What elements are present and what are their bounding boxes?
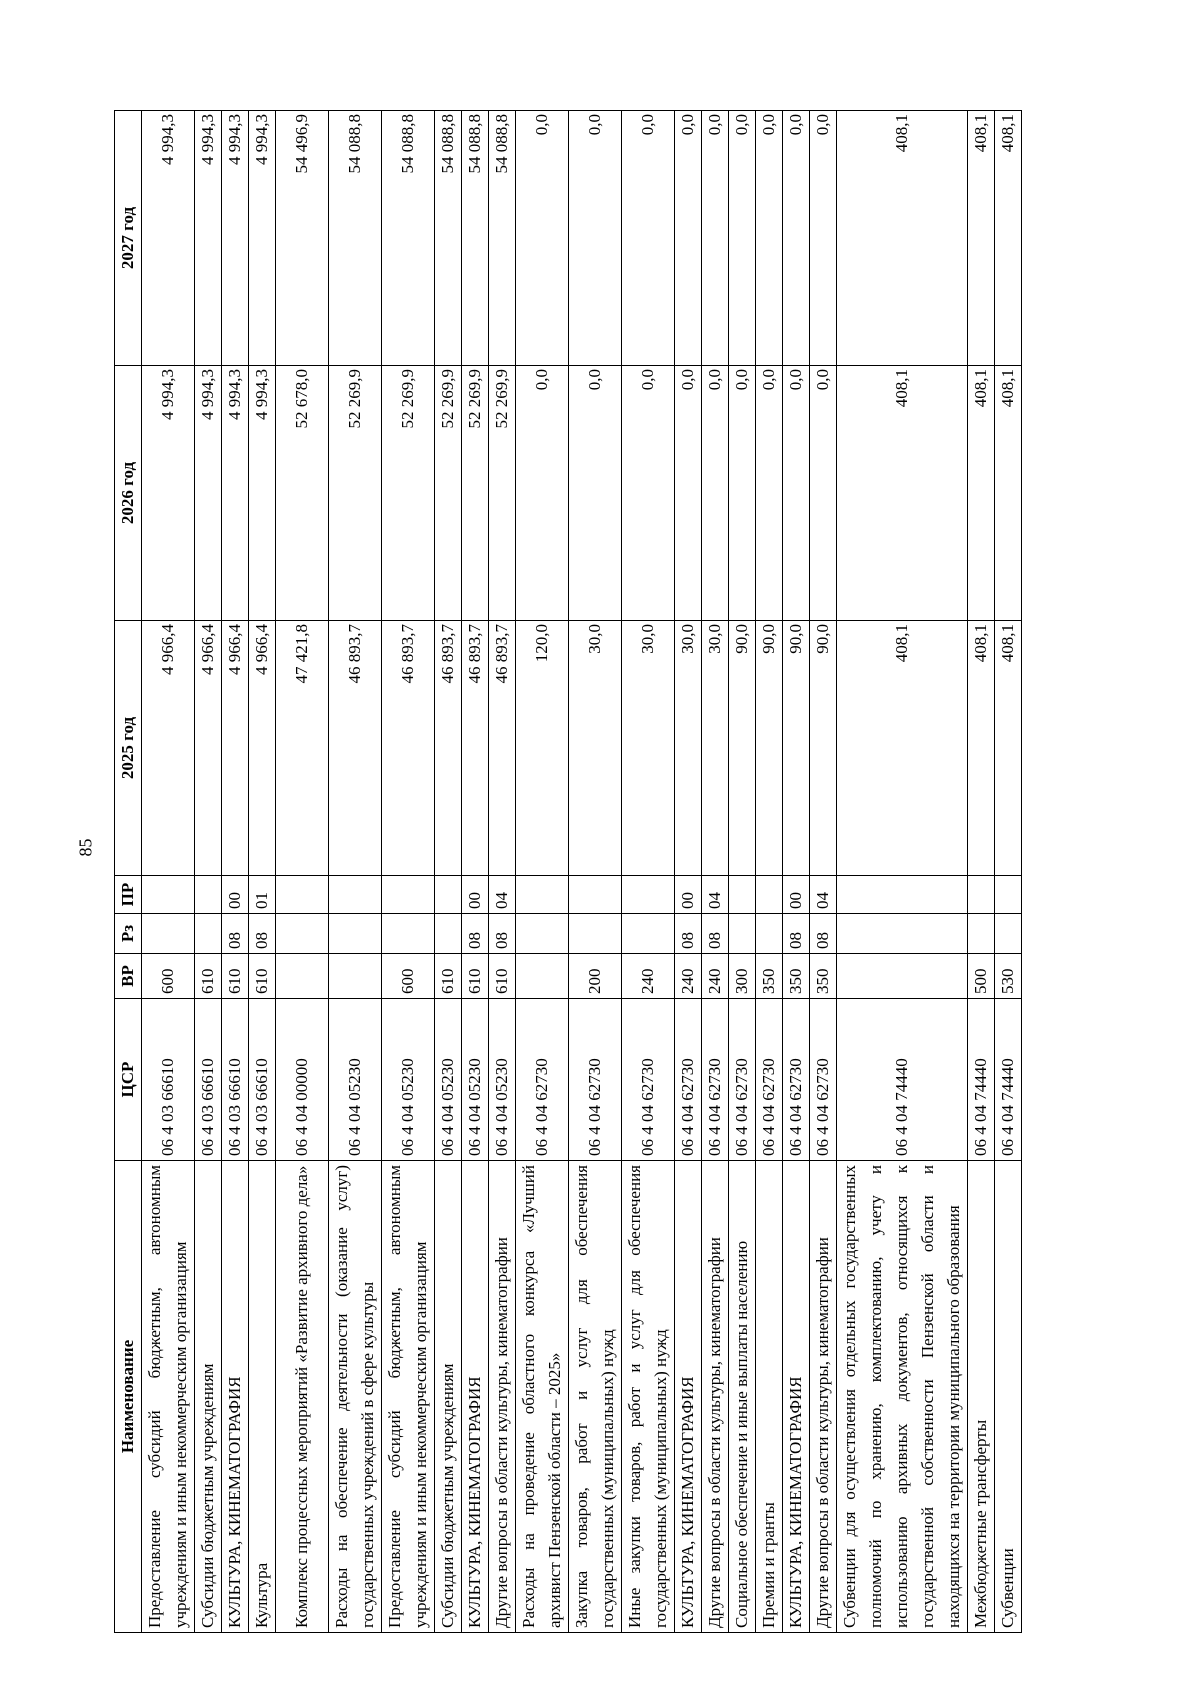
cell-pr (756, 876, 783, 914)
cell-2027: 0,0 (702, 111, 729, 366)
cell-vr (276, 954, 329, 999)
cell-name: Предоставление субсидий бюджетным, автономным учреждениям и иным некоммерческим организациям (142, 1161, 195, 1633)
cell-csr: 06 4 03 66610 (195, 999, 222, 1161)
cell-pr: 04 (810, 876, 837, 914)
cell-csr: 06 4 04 62730 (569, 999, 622, 1161)
cell-pr: 00 (783, 876, 810, 914)
header-pr: ПР (115, 876, 142, 914)
cell-2026: 52 269,9 (489, 366, 516, 621)
cell-2027: 54 088,8 (329, 111, 382, 366)
cell-vr: 240 (675, 954, 702, 999)
table-row (435, 111, 462, 1633)
cell-2025: 408,1 (837, 621, 968, 876)
cell-name: Другие вопросы в области культуры, кинематографии (489, 1161, 516, 1633)
cell-2027: 54 088,8 (462, 111, 489, 366)
cell-pr (729, 876, 756, 914)
cell-2025: 408,1 (995, 621, 1022, 876)
cell-2027: 0,0 (569, 111, 622, 366)
cell-2027: 4 994,3 (222, 111, 249, 366)
cell-vr: 610 (489, 954, 516, 999)
cell-pr (995, 876, 1022, 914)
cell-csr: 06 4 04 62730 (622, 999, 675, 1161)
cell-2025: 30,0 (702, 621, 729, 876)
cell-rz: 08 (462, 914, 489, 954)
cell-2025: 30,0 (622, 621, 675, 876)
cell-vr: 350 (783, 954, 810, 999)
header-2027: 2027 год (115, 111, 142, 366)
cell-rz (516, 914, 569, 954)
table-header (115, 111, 142, 1633)
cell-rz (756, 914, 783, 954)
table-row (968, 111, 995, 1633)
cell-2026: 52 269,9 (329, 366, 382, 621)
cell-vr: 500 (968, 954, 995, 999)
table-row (675, 111, 702, 1633)
cell-2026: 52 269,9 (435, 366, 462, 621)
table-row (195, 111, 222, 1633)
cell-2026: 0,0 (810, 366, 837, 621)
cell-name: Расходы на обеспечение деятельности (оказание услуг) государственных учреждений в сфере культуры (329, 1161, 382, 1633)
cell-2026: 4 994,3 (222, 366, 249, 621)
cell-name: Культура (249, 1161, 276, 1633)
cell-rz (729, 914, 756, 954)
cell-2025: 46 893,7 (329, 621, 382, 876)
header-rz: Рз (115, 914, 142, 954)
cell-2025: 4 966,4 (195, 621, 222, 876)
cell-rz (995, 914, 1022, 954)
cell-2026: 0,0 (756, 366, 783, 621)
cell-pr (329, 876, 382, 914)
cell-name: Иные закупки товаров, работ и услуг для обеспечения государственных (муниципальных) нужд (622, 1161, 675, 1633)
header-vr: ВР (115, 954, 142, 999)
cell-pr (516, 876, 569, 914)
cell-vr: 240 (622, 954, 675, 999)
cell-pr (837, 876, 968, 914)
cell-2026: 0,0 (675, 366, 702, 621)
cell-2027: 54 496,9 (276, 111, 329, 366)
table-row (276, 111, 329, 1633)
cell-vr: 610 (222, 954, 249, 999)
cell-vr: 530 (995, 954, 1022, 999)
cell-2026: 0,0 (729, 366, 756, 621)
cell-2025: 4 966,4 (249, 621, 276, 876)
cell-vr (516, 954, 569, 999)
cell-2026: 408,1 (968, 366, 995, 621)
cell-rz: 08 (249, 914, 276, 954)
header-csr: ЦСР (115, 999, 142, 1161)
cell-name: Субсидии бюджетным учреждениям (195, 1161, 222, 1633)
cell-csr: 06 4 04 05230 (329, 999, 382, 1161)
table-row (249, 111, 276, 1633)
table-row (569, 111, 622, 1633)
cell-csr: 06 4 04 62730 (675, 999, 702, 1161)
cell-2025: 90,0 (756, 621, 783, 876)
cell-csr: 06 4 04 05230 (435, 999, 462, 1161)
cell-vr: 600 (382, 954, 435, 999)
cell-pr (435, 876, 462, 914)
cell-csr: 06 4 04 62730 (810, 999, 837, 1161)
cell-2025: 90,0 (729, 621, 756, 876)
cell-vr: 610 (249, 954, 276, 999)
cell-2025: 46 893,7 (462, 621, 489, 876)
table-row (222, 111, 249, 1633)
cell-2026: 52 269,9 (462, 366, 489, 621)
cell-vr: 610 (462, 954, 489, 999)
table-row (329, 111, 382, 1633)
cell-name: Закупка товаров, работ и услуг для обеспечения государственных (муниципальных) нужд (569, 1161, 622, 1633)
table-row (142, 111, 195, 1633)
cell-pr (622, 876, 675, 914)
cell-name: Другие вопросы в области культуры, кинематографии (702, 1161, 729, 1633)
cell-vr: 600 (142, 954, 195, 999)
table-row (995, 111, 1022, 1633)
cell-rz: 08 (810, 914, 837, 954)
cell-csr: 06 4 04 62730 (702, 999, 729, 1161)
header-2025: 2025 год (115, 621, 142, 876)
cell-name: КУЛЬТУРА, КИНЕМАТОГРАФИЯ (783, 1161, 810, 1633)
cell-name: Социальное обеспечение и иные выплаты населению (729, 1161, 756, 1633)
table-row (702, 111, 729, 1633)
cell-2025: 4 966,4 (222, 621, 249, 876)
cell-pr: 00 (462, 876, 489, 914)
cell-pr (195, 876, 222, 914)
cell-csr: 06 4 04 74440 (968, 999, 995, 1161)
cell-vr: 350 (756, 954, 783, 999)
cell-2025: 4 966,4 (142, 621, 195, 876)
cell-2025: 46 893,7 (382, 621, 435, 876)
cell-csr: 06 4 03 66610 (142, 999, 195, 1161)
table-row (783, 111, 810, 1633)
cell-2026: 4 994,3 (142, 366, 195, 621)
cell-rz (968, 914, 995, 954)
cell-name: КУЛЬТУРА, КИНЕМАТОГРАФИЯ (675, 1161, 702, 1633)
cell-pr: 04 (489, 876, 516, 914)
cell-2025: 46 893,7 (489, 621, 516, 876)
cell-rz (435, 914, 462, 954)
cell-csr: 06 4 03 66610 (222, 999, 249, 1161)
cell-rz (195, 914, 222, 954)
cell-rz (142, 914, 195, 954)
cell-pr: 04 (702, 876, 729, 914)
cell-2025: 90,0 (783, 621, 810, 876)
cell-2025: 90,0 (810, 621, 837, 876)
cell-2027: 0,0 (516, 111, 569, 366)
cell-2025: 120,0 (516, 621, 569, 876)
cell-2025: 30,0 (675, 621, 702, 876)
cell-rz (276, 914, 329, 954)
table-row (516, 111, 569, 1633)
cell-2025: 47 421,8 (276, 621, 329, 876)
cell-name: Межбюджетные трансферты (968, 1161, 995, 1633)
cell-2026: 4 994,3 (249, 366, 276, 621)
cell-rz: 08 (489, 914, 516, 954)
table-row (837, 111, 968, 1633)
cell-2027: 408,1 (837, 111, 968, 366)
cell-2027: 54 088,8 (382, 111, 435, 366)
cell-2027: 0,0 (675, 111, 702, 366)
table-row (622, 111, 675, 1633)
cell-csr: 06 4 04 74440 (837, 999, 968, 1161)
cell-2027: 4 994,3 (249, 111, 276, 366)
header-name: Наименование (115, 1161, 142, 1633)
budget-table-rotated (114, 111, 1059, 1633)
cell-2027: 0,0 (622, 111, 675, 366)
cell-rz (329, 914, 382, 954)
cell-rz (622, 914, 675, 954)
cell-name: КУЛЬТУРА, КИНЕМАТОГРАФИЯ (222, 1161, 249, 1633)
cell-2026: 0,0 (702, 366, 729, 621)
cell-csr: 06 4 04 62730 (729, 999, 756, 1161)
cell-name: Субвенции для осуществления отдельных государственных полномочий по хранению, комплектованию, учету и использованию архивных документов, относящихся к государственной собственности Пензенской области и находящихся на территории муниципального образования (837, 1161, 968, 1633)
cell-pr (142, 876, 195, 914)
cell-rz: 08 (222, 914, 249, 954)
cell-2026: 52 678,0 (276, 366, 329, 621)
cell-name: Комплекс процессных мероприятий «Развитие архивного дела» (276, 1161, 329, 1633)
cell-2026: 52 269,9 (382, 366, 435, 621)
table-row (462, 111, 489, 1633)
cell-2026: 408,1 (995, 366, 1022, 621)
cell-vr: 240 (702, 954, 729, 999)
cell-2026: 408,1 (837, 366, 968, 621)
cell-pr: 01 (249, 876, 276, 914)
cell-name: Предоставление субсидий бюджетным, автономным учреждениям и иным некоммерческим организациям (382, 1161, 435, 1633)
cell-2026: 0,0 (516, 366, 569, 621)
cell-rz: 08 (702, 914, 729, 954)
cell-rz (569, 914, 622, 954)
cell-2026: 0,0 (569, 366, 622, 621)
cell-2026: 4 994,3 (195, 366, 222, 621)
cell-vr: 350 (810, 954, 837, 999)
cell-2025: 46 893,7 (435, 621, 462, 876)
cell-2026: 0,0 (783, 366, 810, 621)
cell-2027: 0,0 (810, 111, 837, 366)
cell-2027: 4 994,3 (195, 111, 222, 366)
cell-vr (837, 954, 968, 999)
cell-csr: 06 4 04 05230 (489, 999, 516, 1161)
cell-vr: 300 (729, 954, 756, 999)
table-row (729, 111, 756, 1633)
cell-name: Расходы на проведение областного конкурса «Лучший архивист Пензенской области – 2025» (516, 1161, 569, 1633)
cell-pr (968, 876, 995, 914)
cell-csr: 06 4 04 05230 (462, 999, 489, 1161)
cell-rz: 08 (783, 914, 810, 954)
cell-rz (382, 914, 435, 954)
cell-vr (329, 954, 382, 999)
cell-pr: 00 (222, 876, 249, 914)
cell-name: Субвенции (995, 1161, 1022, 1633)
cell-name: Субсидии бюджетным учреждениям (435, 1161, 462, 1633)
cell-name: КУЛЬТУРА, КИНЕМАТОГРАФИЯ (462, 1161, 489, 1633)
cell-2026: 0,0 (622, 366, 675, 621)
cell-csr: 06 4 04 00000 (276, 999, 329, 1161)
cell-2025: 30,0 (569, 621, 622, 876)
cell-2025: 408,1 (968, 621, 995, 876)
cell-csr: 06 4 04 62730 (783, 999, 810, 1161)
cell-2027: 0,0 (756, 111, 783, 366)
page-number: 85 (75, 838, 96, 856)
cell-2027: 0,0 (729, 111, 756, 366)
table-row (382, 111, 435, 1633)
cell-vr: 200 (569, 954, 622, 999)
cell-pr (569, 876, 622, 914)
cell-rz: 08 (675, 914, 702, 954)
cell-vr: 610 (435, 954, 462, 999)
cell-2027: 54 088,8 (489, 111, 516, 366)
table-row (810, 111, 837, 1633)
cell-2027: 0,0 (783, 111, 810, 366)
cell-2027: 408,1 (995, 111, 1022, 366)
table-row (756, 111, 783, 1633)
cell-pr (276, 876, 329, 914)
cell-csr: 06 4 04 74440 (995, 999, 1022, 1161)
budget-table (114, 110, 1022, 1633)
cell-csr: 06 4 04 62730 (516, 999, 569, 1161)
cell-csr: 06 4 03 66610 (249, 999, 276, 1161)
cell-2027: 4 994,3 (142, 111, 195, 366)
cell-csr: 06 4 04 62730 (756, 999, 783, 1161)
cell-csr: 06 4 04 05230 (382, 999, 435, 1161)
cell-vr: 610 (195, 954, 222, 999)
cell-rz (837, 914, 968, 954)
table-body (142, 111, 1022, 1633)
table-row (489, 111, 516, 1633)
header-2026: 2026 год (115, 366, 142, 621)
cell-2027: 408,1 (968, 111, 995, 366)
cell-pr: 00 (675, 876, 702, 914)
cell-name: Премии и гранты (756, 1161, 783, 1633)
cell-name: Другие вопросы в области культуры, кинематографии (810, 1161, 837, 1633)
cell-pr (382, 876, 435, 914)
cell-2027: 54 088,8 (435, 111, 462, 366)
